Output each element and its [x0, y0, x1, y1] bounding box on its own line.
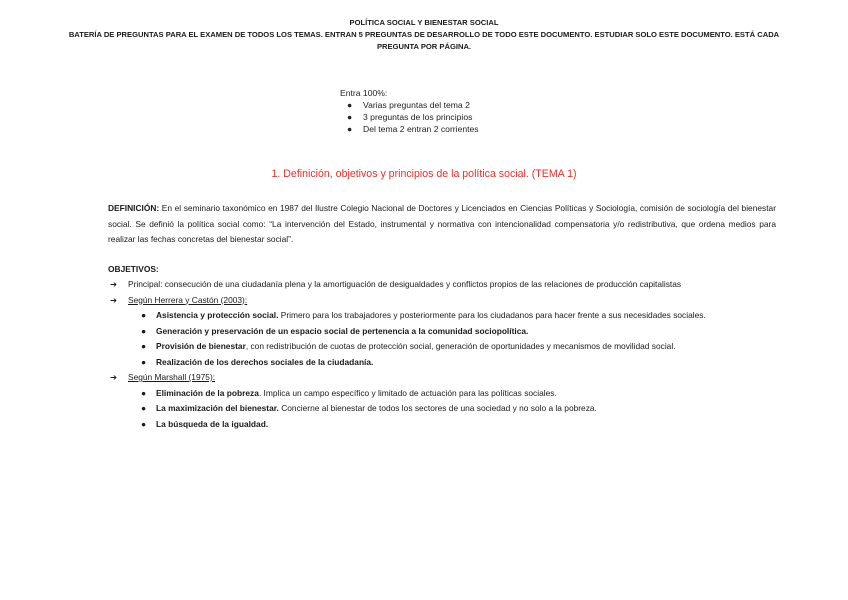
list-item: ● 3 preguntas de los principios: [347, 112, 473, 122]
list-item: ● Varias preguntas del tema 2: [347, 100, 470, 110]
bullet-icon: ●: [141, 403, 147, 413]
bullet-icon: ●: [141, 356, 147, 367]
definition-text: En el seminario taxonómico en 1987 del Ilustre Colegio Nacional de Doctores y Licenciados en Ciencias Políticas y Sociología, comisión de sociología del bienestar social. Se definió la política social como: “La intervención del Estado, instrumental y normativa con intencionalidad compensatoria y/o redistributiva, que ordena medios para realizar las fechas concretas del bienestar social”.: [108, 203, 776, 244]
document-subtitle: BATERÍA DE PREGUNTAS PARA EL EXAMEN DE TODOS LOS TEMAS. ENTRAN 5 PREGUNTAS DE DESARROLLO DE TODO ESTE DOCUMENTO. ESTUDIAR SOLO ESTE DOCUMENTO. ESTÁ CADA PREGUNTA POR PÁGINA.: [68, 30, 780, 51]
arrow-icon: ➔: [110, 294, 118, 305]
objectives-heading: OBJETIVOS:: [108, 264, 159, 274]
arrow-icon: ➔: [110, 279, 118, 289]
bullet-icon: ●: [347, 112, 353, 122]
list-item: ● Generación y preservación de un espacio social de pertenencia a la comunidad sociopolítica.: [108, 324, 776, 340]
bullet-icon: ●: [141, 418, 147, 429]
principal-objective: Principal: consecución de una ciudadanía plena y la amortiguación de desigualdades y conflictos propios de las relaciones de producción capitalistas: [128, 279, 682, 289]
list-item: [108, 370, 776, 386]
definition-label: DEFINICIÓN:: [108, 203, 160, 213]
section-title: 1. Definición, objetivos y principios de la política social. (TEMA 1): [271, 168, 577, 180]
bullet-icon: ●: [141, 341, 147, 351]
bullet-icon: ●: [141, 310, 147, 320]
list-item: [108, 277, 776, 293]
list-item: ● La búsqueda de la igualdad.: [108, 417, 776, 433]
list-item: ● Del tema 2 entran 2 corrientes: [347, 124, 479, 134]
definition-paragraph: [108, 201, 776, 248]
list-item: [108, 293, 776, 309]
document-title: POLÍTICA SOCIAL Y BIENESTAR SOCIAL: [349, 18, 499, 27]
list-item: ● Eliminación de la pobreza. Implica un campo específico y limitado de actuación para las políticas sociales.: [108, 386, 776, 402]
list-item: ● La maximización del bienestar. Concierne al bienestar de todos los sectores de una sociedad y no solo a la pobreza.: [108, 401, 776, 417]
intro-list: [340, 99, 479, 135]
intro-label: Entra 100%:: [340, 88, 388, 98]
bullet-icon: ●: [141, 325, 147, 336]
list-item: ● Realización de los derechos sociales de la ciudadanía.: [108, 355, 776, 371]
herrera-heading: Según Herrera y Castón (2003):: [128, 294, 248, 305]
list-item: ● Asistencia y protección social. Primero para los trabajadores y posteriormente para los ciudadanos para hacer frente a sus necesidades sociales.: [108, 308, 776, 324]
objectives-list: [108, 277, 776, 432]
marshall-heading: Según Marshall (1975):: [128, 372, 216, 382]
arrow-icon: ➔: [110, 372, 118, 382]
bullet-icon: ●: [347, 124, 353, 134]
bullet-icon: ●: [141, 387, 147, 398]
list-item: ● Provisión de bienestar, con redistribución de cuotas de protección social, generación de oportunidades y mecanismos de movilidad social.: [108, 339, 776, 355]
intro-block: [340, 87, 479, 135]
bullet-icon: ●: [347, 100, 353, 110]
